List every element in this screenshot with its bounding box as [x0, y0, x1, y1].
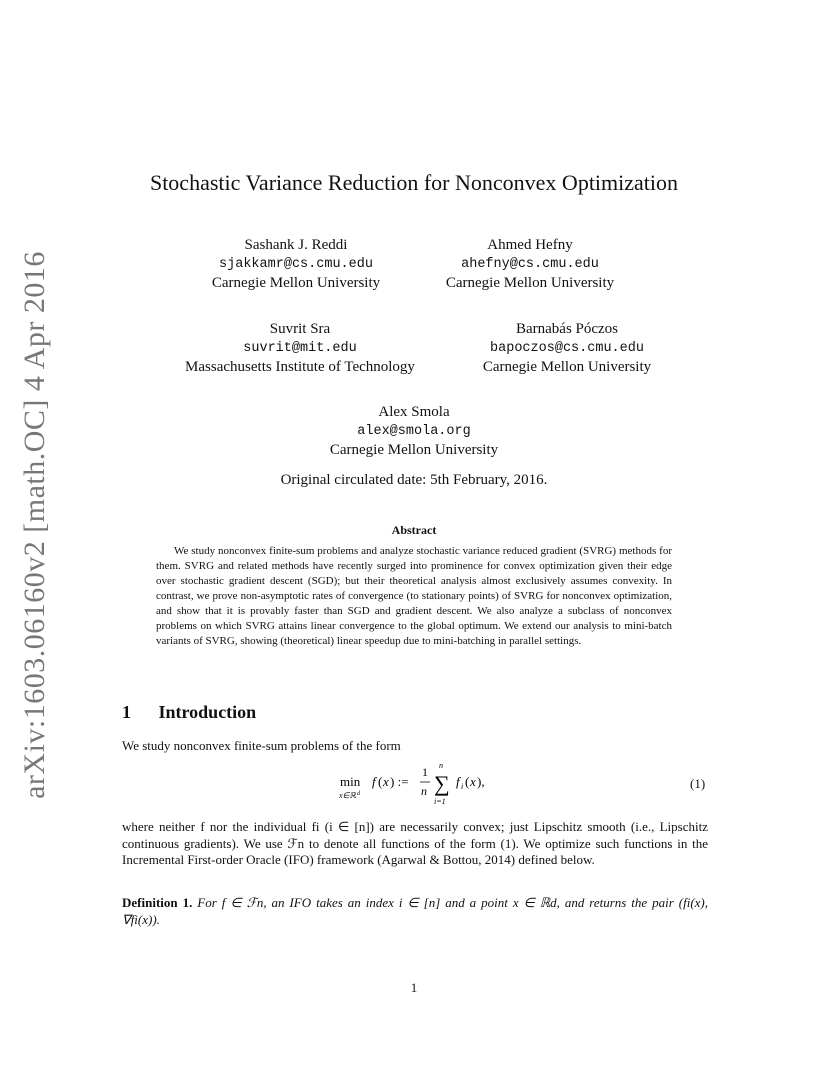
author-block — [462, 320, 672, 377]
intro-paragraph: We study nonconvex finite-sum problems of the form — [122, 738, 401, 753]
svg-text:) :=: ) := — [390, 774, 409, 789]
author-name: Sashank J. Reddi — [244, 237, 348, 253]
paper-title: Stochastic Variance Reduction for Nonconvex Optimization — [149, 170, 679, 195]
svg-text:i=1: i=1 — [434, 797, 446, 806]
author-affiliation: Carnegie Mellon University — [445, 275, 615, 291]
author-affiliation: Carnegie Mellon University — [211, 275, 381, 291]
author-name: Suvrit Sra — [269, 321, 331, 337]
author-block — [196, 236, 396, 293]
circulated-date: Original circulated date: 5th February, 2016. — [280, 472, 548, 488]
author-name: Ahmed Hefny — [487, 237, 573, 253]
definition-1 — [122, 895, 708, 928]
equation-1 — [338, 760, 538, 812]
section-number: 1 — [122, 702, 131, 722]
svg-text:∑: ∑ — [434, 771, 450, 796]
page-number: 1 — [410, 980, 418, 995]
definition-text: For f ∈ ℱn, an IFO takes an index i ∈ [n] and a point x ∈ ℝd, and returns the pair (fi(x), ∇fi(x)). — [122, 895, 708, 927]
author-email: sjakkamr@cs.cmu.edu — [219, 257, 373, 272]
svg-text:x: x — [470, 774, 476, 789]
author-email: bapoczos@cs.cmu.edu — [490, 341, 644, 356]
author-affiliation: Carnegie Mellon University — [329, 442, 499, 458]
svg-text:n: n — [439, 761, 443, 770]
author-email: alex@smola.org — [357, 424, 471, 439]
svg-text:),: ), — [477, 774, 485, 789]
author-email: suvrit@mit.edu — [243, 341, 357, 356]
arxiv-id: arXiv:1603.06160v2 [math.OC] 4 Apr 2016 — [18, 251, 51, 799]
svg-text:f: f — [372, 774, 376, 789]
intro-paragraph-2: where neither f nor the individual fi (i ∈ [n]) are necessarily convex; just Lipschitz smooth (i.e., Lipschitz continuous gradients). We use ℱn to denote all functions of the form (1). We optimize such functions in the Incremental First-order Oracle (IFO) framework (Agarwal & Bottou, 2014) defined below. — [122, 819, 708, 867]
author-block — [160, 320, 440, 377]
author-block — [314, 403, 514, 460]
svg-text:min: min — [340, 774, 361, 789]
section-heading — [122, 702, 256, 723]
definition-label: Definition 1. — [122, 895, 193, 910]
author-name: Alex Smola — [378, 404, 450, 420]
svg-text:d: d — [357, 791, 360, 797]
author-affiliation: Massachusetts Institute of Technology — [185, 359, 415, 375]
author-name: Barnabás Póczos — [515, 321, 619, 337]
author-affiliation: Carnegie Mellon University — [482, 359, 652, 375]
svg-text:i: i — [461, 782, 464, 791]
author-block — [430, 236, 630, 293]
svg-text:(: ( — [465, 774, 470, 789]
equation-number: (1) — [690, 776, 706, 791]
svg-text:n: n — [421, 784, 427, 798]
svg-text:(: ( — [378, 774, 383, 789]
section-title: Introduction — [158, 702, 257, 722]
abstract-text: We study nonconvex finite-sum problems and analyze stochastic variance reduced gradient (SVRG) methods for them. SVRG and related methods have recently surged into prominence for convex optimization given their edge over stochastic gradient descent (SGD); but their theoretical analysis almost exclusively assumes convexity. In contrast, we prove non-asymptotic rates of convergence (to stationary points) of SVRG for nonconvex optimization, and show that it is provably faster than SGD and gradient descent. We also analyze a subclass of nonconvex problems on which SVRG attains linear convergence to the global optimum. We extend our analysis to mini-batch variants of SVRG, showing (theoretical) linear speedup due to mini-batching in parallel settings. — [156, 545, 672, 647]
svg-text:x∈ℝ: x∈ℝ — [339, 791, 356, 800]
svg-text:f: f — [456, 774, 460, 789]
author-email: ahefny@cs.cmu.edu — [461, 257, 599, 272]
svg-text:x: x — [383, 774, 389, 789]
abstract-heading: Abstract — [391, 523, 437, 537]
svg-text:1: 1 — [422, 765, 428, 779]
